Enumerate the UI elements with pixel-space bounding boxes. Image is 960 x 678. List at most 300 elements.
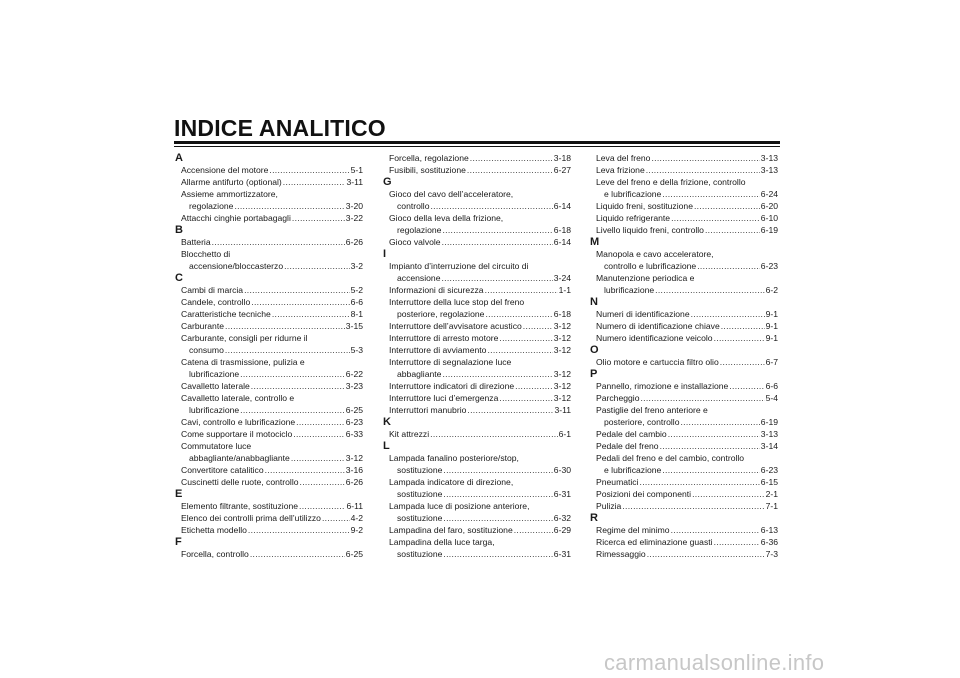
index-entry-page: 6-25 (345, 549, 363, 559)
dot-leader (430, 428, 557, 440)
dot-leader (212, 236, 345, 248)
dot-leader (443, 488, 552, 500)
dot-leader (651, 152, 759, 164)
index-entry-text: Cambi di marcia (181, 285, 244, 295)
index-entry-page: 6-36 (760, 537, 778, 547)
index-entry-text: Accensione del motore (181, 165, 269, 175)
index-entry-page: 6-2 (765, 285, 778, 295)
index-entry-text: Numero di identificazione chiave (596, 321, 720, 331)
page-title: INDICE ANALITICO (174, 115, 386, 141)
index-entry-page: 1-1 (558, 285, 571, 295)
index-entry-page: 3-14 (760, 441, 778, 451)
dot-leader (640, 392, 764, 404)
dot-leader (662, 188, 759, 200)
index-entry-text: Batteria (181, 237, 211, 247)
index-entry-page: 3-11 (554, 405, 571, 415)
index-entry-page: 6-30 (553, 465, 571, 475)
index-entry-page: 2-1 (765, 489, 778, 499)
index-entry-text: Gioco della leva della frizione, (389, 213, 504, 223)
index-entry-page: 3-16 (345, 465, 363, 475)
index-entry (175, 512, 363, 524)
dot-leader (714, 536, 760, 548)
index-entry-text: Livello liquido freni, controllo (596, 225, 704, 235)
index-entry-text: regolazione (397, 225, 442, 235)
index-entry-text: Interruttore di arresto motore (389, 333, 499, 343)
index-entry (383, 344, 571, 356)
index-entry (175, 440, 363, 464)
dot-leader (721, 320, 765, 332)
dot-leader (293, 428, 345, 440)
dot-leader (244, 284, 349, 296)
index-entry-text: Pneumatici (596, 477, 639, 487)
index-entry-text: Elemento filtrante, sostituzione (181, 501, 299, 511)
index-entry-text: Lampadina del faro, sostituzione (389, 525, 513, 535)
title-rule-thick (174, 141, 780, 144)
index-entry-page: 3-20 (345, 201, 363, 211)
index-entry (590, 164, 778, 176)
watermark: carmanualsonline.info (604, 650, 825, 675)
index-entry-page: 6-18 (553, 309, 571, 319)
index-entry-page: 6-1 (558, 429, 571, 439)
index-entry-text: Gioco valvole (389, 237, 441, 247)
dot-leader (265, 464, 345, 476)
index-entry-page: 6-18 (553, 225, 571, 235)
index-entry (383, 536, 571, 560)
index-entry (590, 320, 778, 332)
index-entry (590, 440, 778, 452)
index-entry-text: Lampadina della luce targa, (389, 537, 495, 547)
index-entry-page: 6-23 (345, 417, 363, 427)
index-entry (175, 500, 363, 512)
index-entry-text: Cavalletto laterale, controllo e (181, 393, 295, 403)
index-letter-heading: O (590, 344, 599, 356)
index-entry-page: 3-12 (553, 345, 571, 355)
index-entry-text: Convertitore catalitico (181, 465, 264, 475)
index-entry-text: Interruttore di avviamento (389, 345, 487, 355)
index-entry (590, 332, 778, 344)
index-entry-text: Leva del freno (596, 153, 651, 163)
dot-leader (720, 356, 765, 368)
index-entry-text: abbagliante (397, 369, 442, 379)
dot-leader (662, 464, 759, 476)
index-entry-text: posteriore, regolazione (397, 309, 485, 319)
title-rule-thin (174, 146, 780, 147)
index-entry (590, 524, 778, 536)
index-entry-page: 6-10 (760, 213, 778, 223)
index-entry-text: Cavi, controllo e lubrificazione (181, 417, 296, 427)
dot-leader (240, 368, 345, 380)
index-entry-page: 6-15 (760, 477, 778, 487)
index-entry-text: Cavalletto laterale (181, 381, 250, 391)
dot-leader (622, 500, 764, 512)
index-entry-text: Parcheggio (596, 393, 640, 403)
index-entry-text: e lubrificazione (604, 465, 662, 475)
dot-leader (300, 476, 345, 488)
index-column-3 (590, 152, 778, 560)
index-entry-text: Manopola e cavo acceleratore, (596, 249, 714, 259)
index-entry-page: 6-31 (553, 549, 571, 559)
index-letter-heading: K (383, 416, 391, 428)
index-entry-page: 9-1 (765, 309, 778, 319)
index-entry-text: lubrificazione (189, 405, 240, 415)
dot-leader (284, 260, 349, 272)
index-column-1 (175, 152, 363, 560)
dot-leader (694, 200, 760, 212)
index-entry (175, 296, 363, 308)
index-entry-page: 6-27 (553, 165, 571, 175)
dot-leader (523, 320, 553, 332)
dot-leader (442, 368, 552, 380)
dot-leader (515, 380, 553, 392)
index-entry-text: regolazione (189, 201, 234, 211)
index-letter-heading: G (383, 176, 392, 188)
index-entry-text: Interruttore indicatori di direzione (389, 381, 515, 391)
index-entry (590, 392, 778, 404)
index-entry (383, 476, 571, 500)
index-entry (175, 476, 363, 488)
dot-leader (442, 236, 553, 248)
index-entry-text: lubrificazione (189, 369, 240, 379)
index-letter-heading: L (383, 440, 390, 452)
index-entry-page: 6-14 (553, 201, 571, 211)
index-entry (383, 320, 571, 332)
index-entry-text: Elenco dei controlli prima dell’utilizzo (181, 513, 321, 523)
index-entry (175, 212, 363, 224)
index-entry-page: 3-24 (553, 273, 571, 283)
index-entry-text: Allarme antifurto (optional) (181, 177, 282, 187)
index-entry-page: 5-1 (350, 165, 363, 175)
index-entry-page: 9-1 (765, 333, 778, 343)
index-entry-page: 5-2 (350, 285, 363, 295)
index-entry-text: Forcella, regolazione (389, 153, 469, 163)
dot-leader (660, 440, 760, 452)
dot-leader (499, 392, 552, 404)
index-entry-text: Assieme ammortizzatore, (181, 189, 278, 199)
index-entry (383, 524, 571, 536)
dot-leader (225, 344, 350, 356)
dot-leader (692, 488, 765, 500)
index-entry-page: 6-6 (765, 381, 778, 391)
dot-leader (714, 332, 765, 344)
index-entry (590, 356, 778, 368)
index-entry-text: Impianto d’interruzione del circuito di (389, 261, 529, 271)
index-entry (383, 284, 571, 296)
index-entry-page: 4-2 (350, 513, 363, 523)
index-entry (175, 416, 363, 428)
index-entry (383, 428, 571, 440)
index-entry-page: 3-12 (553, 321, 571, 331)
dot-leader (251, 296, 349, 308)
dot-leader (443, 464, 552, 476)
index-entry-text: Pastiglie del freno anteriore e (596, 405, 708, 415)
index-entry-page: 6-13 (760, 525, 778, 535)
index-entry-page: 3-15 (345, 321, 363, 331)
index-entry-text: Carburante, consigli per ridurne il (181, 333, 308, 343)
index-entry-page: 6-6 (350, 297, 363, 307)
index-entry (590, 428, 778, 440)
index-entry-text: sostituzione (397, 513, 443, 523)
index-entry-page: 9-2 (350, 525, 363, 535)
dot-leader (269, 164, 349, 176)
dot-leader (291, 452, 345, 464)
index-entry-text: Commutatore luce (181, 441, 252, 451)
index-entry-page: 6-22 (345, 369, 363, 379)
index-entry-text: Pedale del freno (596, 441, 659, 451)
index-letter-heading: I (383, 248, 387, 260)
index-entry (590, 248, 778, 272)
index-entry-page: 3-22 (345, 213, 363, 223)
dot-leader (283, 176, 346, 188)
index-letter-heading: A (175, 152, 183, 164)
index-entry-text: consumo (189, 345, 224, 355)
index-entry (175, 464, 363, 476)
index-entry (590, 536, 778, 548)
index-entry-page: 3-12 (553, 333, 571, 343)
index-entry (383, 212, 571, 236)
index-entry-text: e lubrificazione (604, 189, 662, 199)
dot-leader (668, 428, 760, 440)
index-entry-page: 6-26 (345, 237, 363, 247)
index-entry-text: Interruttore dell’avvisatore acustico (389, 321, 522, 331)
index-entry-page: 3-23 (345, 381, 363, 391)
index-letter-heading: P (590, 368, 598, 380)
index-entry-text: Blocchetto di (181, 249, 231, 259)
index-entry-text: sostituzione (397, 489, 443, 499)
index-entry (175, 164, 363, 176)
dot-leader (680, 416, 759, 428)
index-entry-page: 6-24 (760, 189, 778, 199)
index-entry (590, 212, 778, 224)
index-entry-page: 9-1 (765, 321, 778, 331)
index-entry-text: Pulizia (596, 501, 622, 511)
index-entry (175, 524, 363, 536)
index-entry (175, 236, 363, 248)
index-entry-text: Interruttore della luce stop del freno (389, 297, 525, 307)
index-entry (590, 476, 778, 488)
index-entry-text: Liquido refrigerante (596, 213, 671, 223)
index-entry (383, 236, 571, 248)
index-entry-text: Interruttori manubrio (389, 405, 467, 415)
index-entry-text: abbagliante/anabbagliante (189, 453, 290, 463)
index-letter-heading: C (175, 272, 183, 284)
index-entry-text: Forcella, controllo (181, 549, 249, 559)
index-entry (175, 380, 363, 392)
index-entry-text: Come supportare il motociclo (181, 429, 293, 439)
index-entry (590, 500, 778, 512)
index-entry-text: Numero identificazione veicolo (596, 333, 713, 343)
index-entry-page: 3-13 (760, 165, 778, 175)
index-entry-text: Fusibili, sostituzione (389, 165, 466, 175)
dot-leader (250, 548, 345, 560)
index-entry (383, 188, 571, 212)
index-entry (175, 320, 363, 332)
index-entry (590, 152, 778, 164)
dot-leader (234, 200, 344, 212)
index-letter-heading: R (590, 512, 598, 524)
index-entry-page: 3-12 (553, 381, 571, 391)
index-entry-text: Regime del minimo (596, 525, 670, 535)
index-entry (590, 404, 778, 428)
dot-leader (647, 548, 765, 560)
index-entry (590, 548, 778, 560)
index-entry-text: Carburante (181, 321, 224, 331)
dot-leader (485, 308, 552, 320)
index-entry-page: 3-12 (553, 369, 571, 379)
index-entry (175, 428, 363, 440)
dot-leader (655, 284, 764, 296)
index-entry (383, 152, 571, 164)
index-entry-text: Posizioni dei componenti (596, 489, 692, 499)
index-entry (175, 332, 363, 356)
index-entry-text: Rimessaggio (596, 549, 646, 559)
index-entry-page: 3-12 (345, 453, 363, 463)
index-letter-heading: N (590, 296, 598, 308)
index-entry-page: 7-3 (765, 549, 778, 559)
index-entry-text: accensione (397, 273, 441, 283)
index-entry-text: Numeri di identificazione (596, 309, 690, 319)
index-entry-page: 6-23 (760, 465, 778, 475)
index-entry-page: 3-18 (553, 153, 571, 163)
index-entry-text: Attacchi cinghie portabagagli (181, 213, 291, 223)
index-entry (590, 380, 778, 392)
dot-leader (296, 416, 345, 428)
index-entry-text: Pannello, rimozione e installazione (596, 381, 729, 391)
dot-leader (729, 380, 764, 392)
dot-leader (430, 200, 552, 212)
index-entry-page: 6-14 (553, 237, 571, 247)
index-entry (175, 284, 363, 296)
dot-leader (467, 164, 553, 176)
index-entry (383, 332, 571, 344)
index-entry-text: accensione/bloccasterzo (189, 261, 284, 271)
index-entry (175, 392, 363, 416)
index-entry-text: Cuscinetti delle ruote, controllo (181, 477, 299, 487)
index-entry (383, 260, 571, 284)
index-column-2 (383, 152, 571, 560)
index-entry-page: 6-23 (760, 261, 778, 271)
index-entry-text: Gioco del cavo dell’acceleratore, (389, 189, 514, 199)
dot-leader (487, 344, 552, 356)
index-entry (383, 404, 571, 416)
dot-leader (292, 212, 345, 224)
index-entry (383, 296, 571, 320)
index-entry (590, 308, 778, 320)
dot-leader (485, 284, 558, 296)
index-entry-page: 5-4 (765, 393, 778, 403)
index-entry (383, 500, 571, 524)
index-entry-text: Interruttore di segnalazione luce (389, 357, 512, 367)
index-entry-page: 6-20 (760, 201, 778, 211)
index-entry-text: sostituzione (397, 465, 443, 475)
dot-leader (467, 404, 553, 416)
dot-leader (443, 548, 552, 560)
index-entry-text: sostituzione (397, 549, 443, 559)
index-entry-page: 6-33 (345, 429, 363, 439)
dot-leader (443, 512, 552, 524)
index-entry (175, 188, 363, 212)
index-entry-page: 6-29 (553, 525, 571, 535)
index-entry-text: Liquido freni, sostituzione (596, 201, 693, 211)
index-entry-text: Lampada indicatore di direzione, (389, 477, 514, 487)
dot-leader (248, 524, 350, 536)
index-entry-text: Ricerca ed eliminazione guasti (596, 537, 713, 547)
index-entry-page: 6-19 (760, 417, 778, 427)
index-entry (590, 176, 778, 200)
dot-leader (499, 332, 552, 344)
index-entry (590, 272, 778, 296)
index-entry (590, 488, 778, 500)
index-entry-page: 6-19 (760, 225, 778, 235)
index-entry-text: Leva frizione (596, 165, 645, 175)
dot-leader (251, 380, 345, 392)
index-entry (383, 356, 571, 380)
index-entry-text: Leve del freno e della frizione, controllo (596, 177, 746, 187)
dot-leader (691, 308, 765, 320)
index-entry-text: Lampada luce di posizione anteriore, (389, 501, 530, 511)
index-entry-page: 6-32 (553, 513, 571, 523)
index-entry-page: 3-13 (760, 153, 778, 163)
index-letter-heading: F (175, 536, 182, 548)
index-entry-text: Manutenzione periodica e (596, 273, 695, 283)
dot-leader (225, 320, 345, 332)
index-entry (590, 200, 778, 212)
dot-leader (470, 152, 553, 164)
index-entry-text: Informazioni di sicurezza (389, 285, 484, 295)
dot-leader (697, 260, 760, 272)
index-entry-page: 3-13 (760, 429, 778, 439)
index-entry-page: 7-1 (765, 501, 778, 511)
dot-leader (671, 524, 760, 536)
dot-leader (705, 224, 760, 236)
dot-leader (640, 476, 760, 488)
dot-leader (514, 524, 553, 536)
index-entry-text: Interruttore luci d’emergenza (389, 393, 499, 403)
index-entry-page: 6-7 (765, 357, 778, 367)
index-entry-text: Lampada fanalino posteriore/stop, (389, 453, 519, 463)
index-entry-page: 5-3 (350, 345, 363, 355)
index-entry (175, 548, 363, 560)
index-entry-page: 6-11 (346, 501, 363, 511)
dot-leader (272, 308, 350, 320)
index-entry-text: Olio motore e cartuccia filtro olio (596, 357, 719, 367)
index-entry-page: 6-25 (345, 405, 363, 415)
index-entry-text: Candele, controllo (181, 297, 251, 307)
index-letter-heading: E (175, 488, 183, 500)
index-entry-text: controllo (397, 201, 430, 211)
index-entry-text: posteriore, controllo (604, 417, 680, 427)
index-entry (175, 248, 363, 272)
index-entry (175, 356, 363, 380)
dot-leader (442, 224, 552, 236)
index-entry-text: controllo e lubrificazione (604, 261, 697, 271)
index-entry (383, 392, 571, 404)
dot-leader (671, 212, 760, 224)
index-letter-heading: B (175, 224, 183, 236)
index-entry-text: Catena di trasmissione, pulizia e (181, 357, 305, 367)
index-entry-page: 6-26 (345, 477, 363, 487)
index-entry-page: 6-31 (553, 489, 571, 499)
index-entry-text: Pedale del cambio (596, 429, 667, 439)
index-entry (590, 224, 778, 236)
index-entry (590, 452, 778, 476)
index-entry (383, 452, 571, 476)
index-entry-text: lubrificazione (604, 285, 655, 295)
dot-leader (646, 164, 760, 176)
index-entry-page: 3-11 (346, 177, 363, 187)
index-entry-text: Kit attrezzi (389, 429, 430, 439)
dot-leader (240, 404, 345, 416)
index-letter-heading: M (590, 236, 600, 248)
